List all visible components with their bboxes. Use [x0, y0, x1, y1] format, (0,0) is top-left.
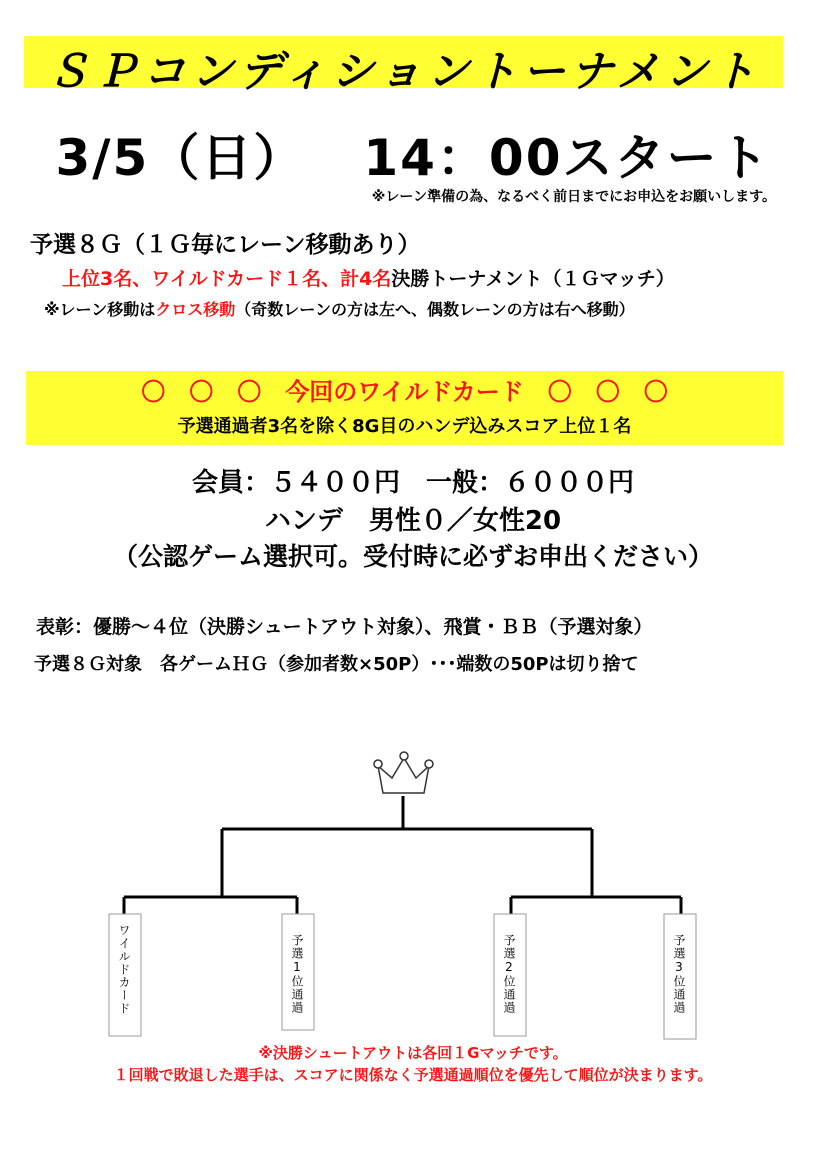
page-title: ＳＰコンディショントーナメント	[46, 47, 761, 97]
event-time: 14：00スタート	[363, 129, 771, 187]
bracket-lines	[124, 796, 681, 914]
lane-move-detail: （奇数レーンの方は左へ、偶数レーンの方は右へ移動）	[235, 300, 635, 319]
high-game-line: 予選８Ｇ対象 各ゲームＨＧ（参加者数×50P）･･･端数の50Pは切り捨て	[34, 654, 639, 675]
handicap: ハンデ 男性０／女性20	[264, 506, 562, 536]
entry-fee: 会員：５４００円 一般：６０００円	[191, 468, 634, 498]
wildcard-rule: 予選通過者3名を除く8G目のハンデ込みスコア上位１名	[177, 416, 632, 437]
title-banner	[24, 36, 783, 97]
shootout-note: ※決勝シュートアウトは各回１Gマッチです。	[258, 1044, 568, 1062]
wildcard-title: 〇 〇 〇 今回のワイルドカード 〇 〇 〇	[141, 378, 668, 406]
ranking-note: １回戦で敗退した選手は、スコアに関係なく予選通過順位を優先して順位が決まります。	[113, 1066, 713, 1084]
lane-prep-note: ※レーン準備の為、なるべく前日までにお申込をお願いします。	[371, 189, 776, 205]
slot-2nd: 予選2位通過	[502, 934, 516, 1014]
slot-1st: 予選1位通過	[290, 934, 304, 1014]
lane-move-line	[44, 297, 635, 320]
awards-line: 表彰：優勝～４位（決勝シュートアウト対象）、飛賞・ＢＢ（予選対象）	[36, 616, 653, 638]
sanctioned-note: （公認ゲーム選択可。受付時に必ずお申出ください）	[112, 542, 713, 571]
finals-format: 決勝トーナメント（１Ｇマッチ）	[391, 268, 675, 290]
event-datetime	[0, 118, 826, 190]
slot-wildcard: ワイルドカード	[117, 924, 131, 1015]
qualifying-line: 予選８Ｇ（１Ｇ毎にレーン移動あり）	[30, 232, 421, 258]
crown-icon	[374, 752, 433, 793]
lane-move-prefix: ※レーン移動は	[44, 300, 156, 319]
cross-move: クロス移動	[155, 300, 236, 319]
slot-3rd: 予選3位通過	[672, 934, 686, 1014]
event-date: 3/5（日）	[55, 129, 306, 187]
finals-line	[62, 264, 675, 291]
finals-qualifiers: 上位3名、ワイルドカード１名、計4名	[62, 268, 392, 290]
wildcard-box	[26, 371, 783, 445]
